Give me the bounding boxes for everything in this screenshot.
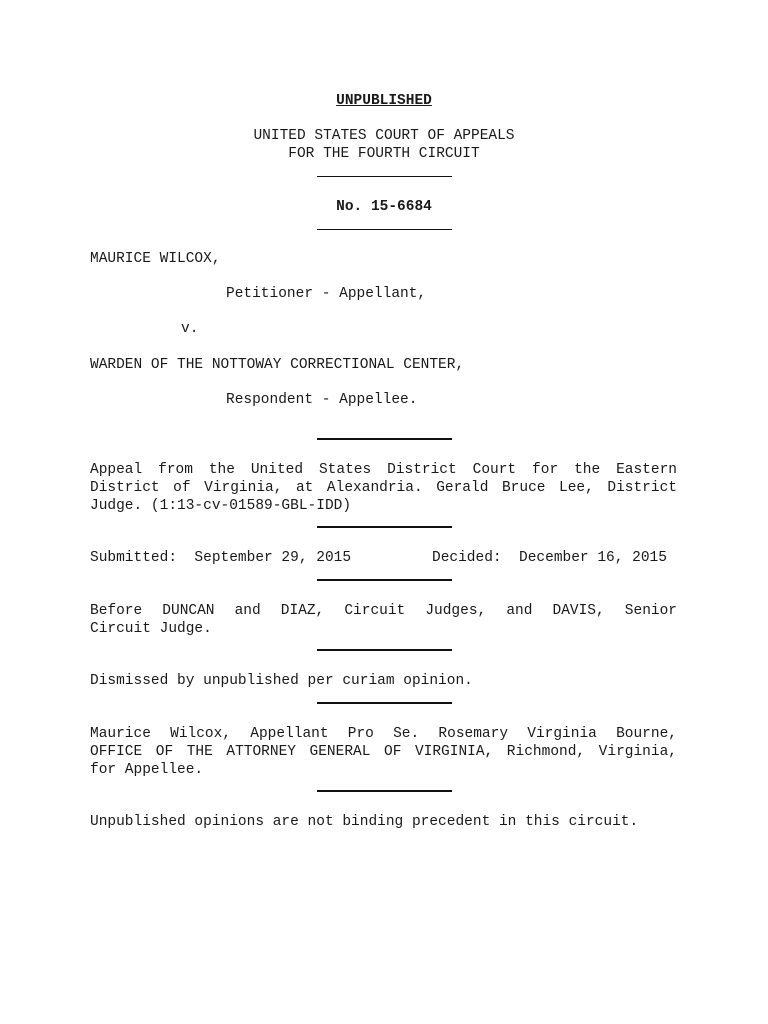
panel-line: Circuit Judge. [90,621,212,637]
divider-rule [317,176,452,177]
unpublished-label: UNPUBLISHED [336,93,432,109]
appeal-line: Judge. (1:13-cv-01589-GBL-IDD) [90,498,352,514]
precedent-note: Unpublished opinions are not binding precedent in this circuit. [90,814,639,830]
appeal-paragraph [90,461,677,515]
court-name-line1: UNITED STATES COURT OF APPEALS [253,128,515,144]
appeal-line: District of Virginia, at Alexandria. Gerald Bruce Lee, District [90,480,677,496]
versus: v. [181,321,199,337]
respondent-name: WARDEN OF THE NOTTOWAY CORRECTIONAL CENTER, [90,357,465,373]
appeal-line: Appeal from the United States District Court for the Eastern [90,462,677,478]
submitted-date: Submitted: September 29, 2015 [90,550,352,566]
counsel-paragraph [90,725,677,779]
court-name-line2: FOR THE FOURTH CIRCUIT [288,146,480,162]
panel-paragraph [90,602,677,638]
disposition: Dismissed by unpublished per curiam opinion. [90,673,473,689]
decided-date: Decided: December 16, 2015 [432,550,667,566]
panel-line: Before DUNCAN and DIAZ, Circuit Judges, and DAVIS, Senior [90,603,677,619]
divider-rule [317,229,452,230]
divider-rule [317,649,452,651]
case-number: No. 15-6684 [336,199,432,215]
divider-rule [317,526,452,528]
respondent-role: Respondent - Appellee. [226,392,418,408]
counsel-line: Maurice Wilcox, Appellant Pro Se. Rosemary Virginia Bourne, [90,726,677,742]
counsel-line: for Appellee. [90,762,204,778]
petitioner-role: Petitioner - Appellant, [226,286,427,302]
petitioner-name: MAURICE WILCOX, [90,251,221,267]
divider-rule [317,438,452,440]
divider-rule [317,790,452,792]
divider-rule [317,702,452,704]
counsel-line: OFFICE OF THE ATTORNEY GENERAL OF VIRGINIA, Richmond, Virginia, [90,744,677,760]
divider-rule [317,579,452,581]
